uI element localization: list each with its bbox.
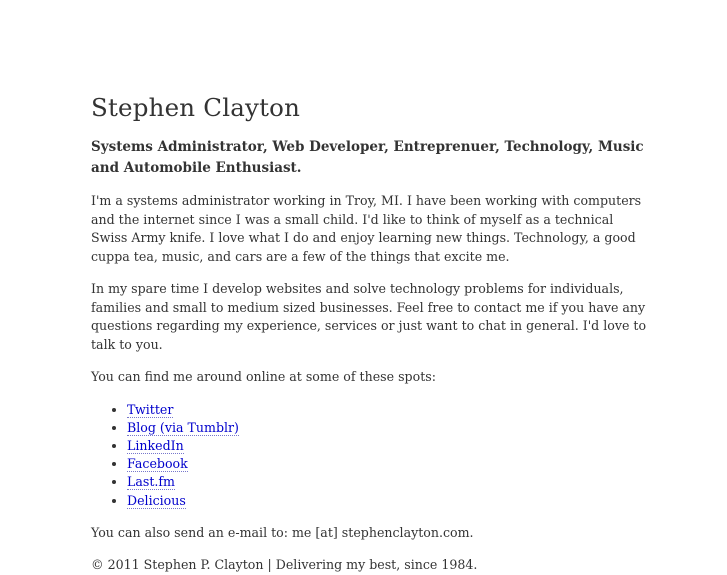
- footer-copyright: © 2011 Stephen P. Clayton | Delivering my best, since 1984.: [91, 557, 478, 573]
- blog-link[interactable]: Blog (via Tumblr): [127, 419, 239, 435]
- facebook-link[interactable]: Facebook: [127, 456, 188, 472]
- list-item: [127, 455, 651, 473]
- delicious-link[interactable]: Delicious: [127, 492, 186, 508]
- list-item: [127, 419, 651, 437]
- list-item: [127, 437, 651, 455]
- find-me-paragraph: You can find me around online at some of these spots:: [91, 369, 436, 384]
- page-title: Stephen Clayton: [91, 93, 301, 122]
- twitter-link[interactable]: Twitter: [127, 401, 174, 417]
- page-content: [91, 92, 651, 575]
- tagline: Systems Administrator, Web Developer, Entreprenuer, Technology, Music and Automobile Enthusiast.: [91, 139, 644, 176]
- list-item: [127, 492, 651, 510]
- email-note: You can also send an e-mail to: me [at] stephenclayton.com.: [91, 524, 474, 540]
- list-item: [127, 473, 651, 491]
- intro-paragraph: I'm a systems administrator working in Troy, MI. I have been working with computers and the internet since I was a small child. I'd like to think of myself as a technical Swiss Army knife. I love what I do and enjoy learning new things. Technology, a good cuppa tea, music, and cars are a few of the things that excite me.: [91, 193, 642, 264]
- lastfm-link[interactable]: Last.fm: [127, 474, 176, 490]
- social-links-list: [91, 401, 651, 510]
- list-item: [127, 401, 651, 419]
- linkedin-link[interactable]: LinkedIn: [127, 437, 184, 453]
- spare-time-paragraph: In my spare time I develop websites and solve technology problems for individuals, families and small to medium sized businesses. Feel free to contact me if you have any questions regarding my experience, services or just want to chat in general. I'd love to talk to you.: [91, 281, 647, 352]
